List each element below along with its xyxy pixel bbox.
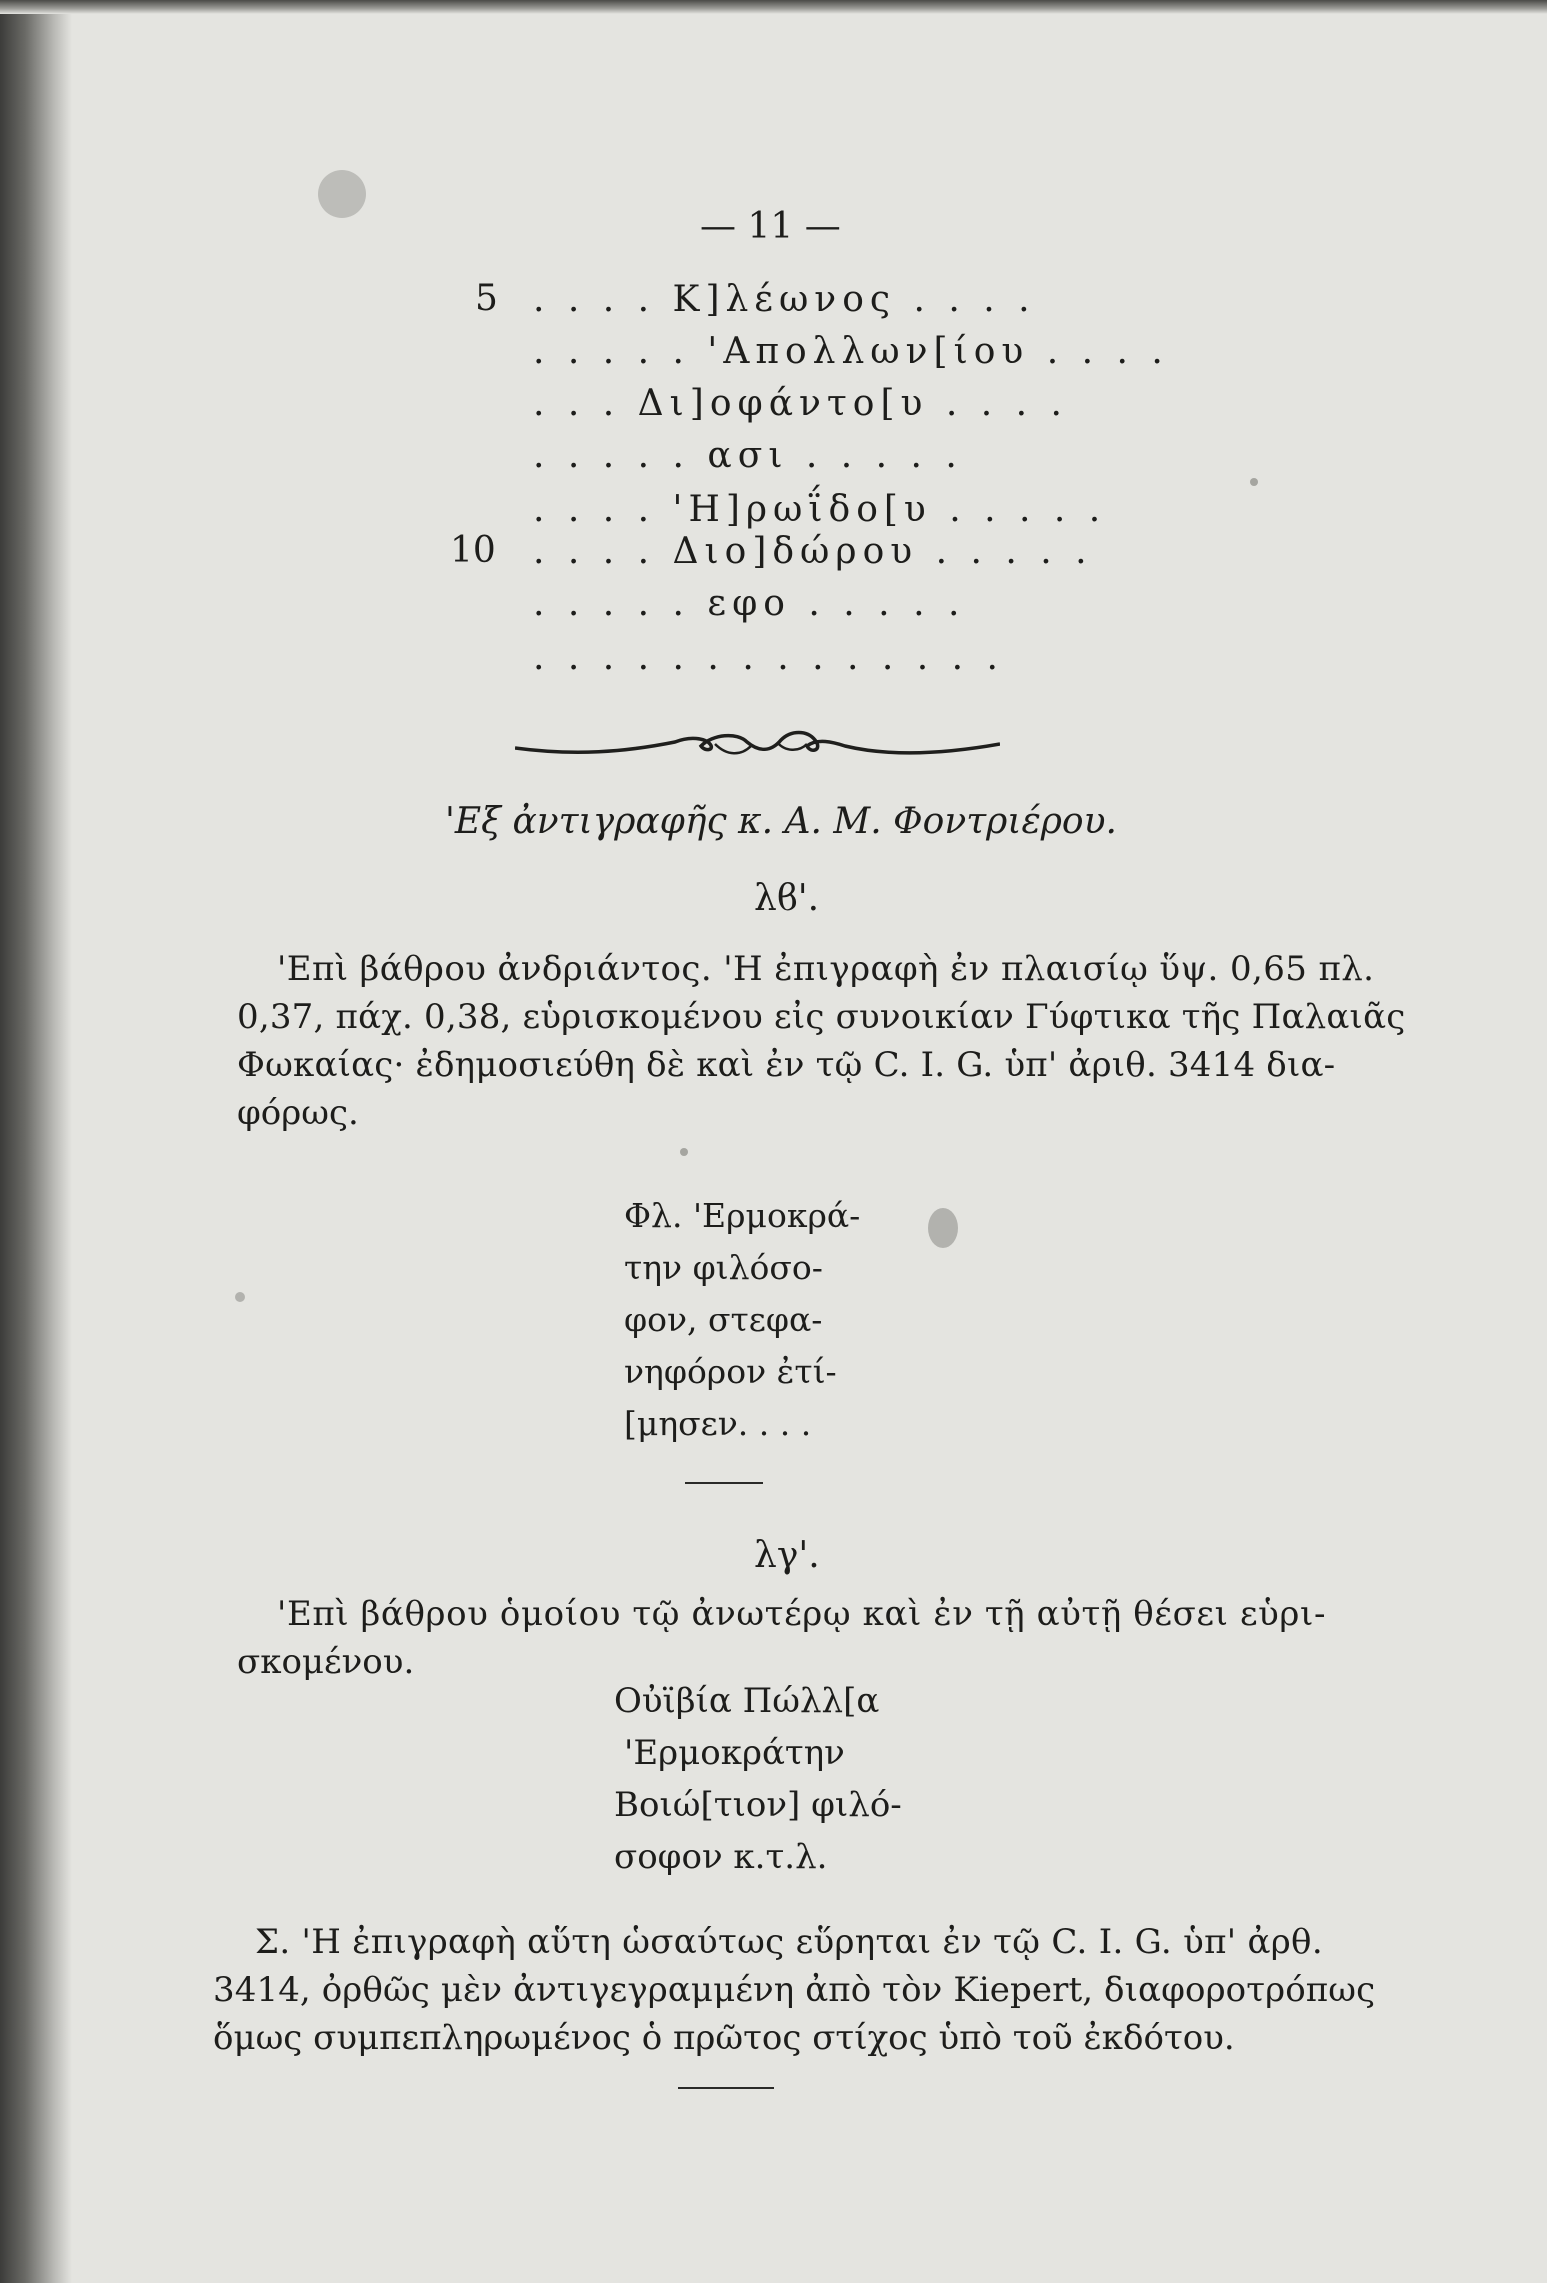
paper-stain — [928, 1208, 958, 1248]
inscription-text — [614, 1675, 902, 1883]
inscription-line: [μησεν. . . . — [624, 1404, 812, 1443]
paper-stain — [680, 1148, 688, 1156]
editor-note — [213, 1918, 1375, 2062]
description-paragraph — [237, 945, 1405, 1137]
fragment-line: . . . . . 'Απολλων[ίου . . . . — [533, 331, 1169, 372]
paragraph-line: Φωκαίας· ἐδημοσιεύθη δὲ καὶ ἐν τῷ C. I. G. ὑπ' ἀριθ. 3414 δια- — [237, 1045, 1336, 1085]
inscription-line: σοφον κ.τ.λ. — [614, 1837, 828, 1877]
description-paragraph — [237, 1590, 1326, 1686]
fragment-line: . . . Δι]οφάντο[υ . . . . — [533, 383, 1068, 424]
line-number: 10 — [450, 530, 496, 571]
paragraph-line: σκομένου. — [237, 1642, 415, 1682]
paper-stain — [318, 170, 366, 218]
binding-shadow — [0, 0, 72, 2283]
fragment-line: . . . . Κ]λέωνος . . . . — [533, 279, 1036, 320]
fragment-line: . . . . . ασι . . . . . — [533, 435, 963, 476]
paragraph-line: φόρως. — [237, 1093, 359, 1133]
inscription-number: λϐ'. — [754, 878, 820, 919]
note-line: Σ. 'Η ἐπιγραφὴ αὕτη ὡσαύτως εὕρηται ἐν τῷ C. I. G. ὑπ' ἀρθ. — [255, 1922, 1323, 1962]
inscription-line: νηφόρον ἐτί- — [624, 1352, 837, 1391]
inscription-text — [624, 1190, 860, 1450]
inscription-line: φον, στεφα- — [624, 1300, 823, 1339]
line-number: 5 — [475, 278, 498, 319]
fragment-line: . . . . . . . . . . . . . . — [533, 637, 1004, 678]
source-line: 'Εξ ἀντιγραφῆς κ. Α. Μ. Φοντριέρου. — [445, 801, 1117, 842]
top-edge-shadow — [0, 0, 1547, 14]
closing-rule — [678, 2087, 774, 2089]
note-line: ὅμως συμπεπληρωμένος ὁ πρῶτος στίχος ὑπὸ τοῦ ἐκδότου. — [213, 2018, 1235, 2058]
paper-stain — [1250, 478, 1258, 486]
inscription-line: 'Ερμοκράτην — [624, 1733, 845, 1773]
paper-stain — [235, 1292, 245, 1302]
fragment-line: . . . . . εφο . . . . . — [533, 583, 966, 624]
inscription-number: λγ'. — [754, 1535, 820, 1576]
inscription-line: Βοιώ[τιον] φιλό- — [614, 1785, 902, 1825]
paragraph-line: 'Επὶ βάθρου ἀνδριάντος. 'Η ἐπιγραφὴ ἐν πλαισίῳ ὕψ. 0,65 πλ. — [277, 949, 1375, 989]
ornament-divider — [515, 722, 1000, 762]
inscription-line: την φιλόσο- — [624, 1248, 823, 1287]
fragment-line: . . . . 'Η]ρωΐδο[υ . . . . . — [533, 489, 1107, 530]
page-number: — 11 — — [700, 206, 841, 247]
fragment-line: . . . . Διο]δώρου . . . . . — [533, 531, 1093, 572]
note-line: 3414, ὀρθῶς μὲν ἀντιγεγραμμένη ἀπὸ τὸν Kiepert, διαφοροτρόπως — [213, 1970, 1376, 2010]
section-rule — [685, 1482, 763, 1484]
paragraph-line: 0,37, πάχ. 0,38, εὑρισκομένου εἰς συνοικίαν Γύφτικα τῆς Παλαιᾶς — [237, 997, 1406, 1037]
inscription-line: Φλ. 'Ερμοκρά- — [624, 1196, 861, 1235]
paragraph-line: 'Επὶ βάθρου ὁμοίου τῷ ἀνωτέρῳ καὶ ἐν τῇ αὐτῇ θέσει εὑρι- — [277, 1594, 1327, 1634]
inscription-line: Οὐϊβία Πώλλ[α — [614, 1681, 880, 1721]
